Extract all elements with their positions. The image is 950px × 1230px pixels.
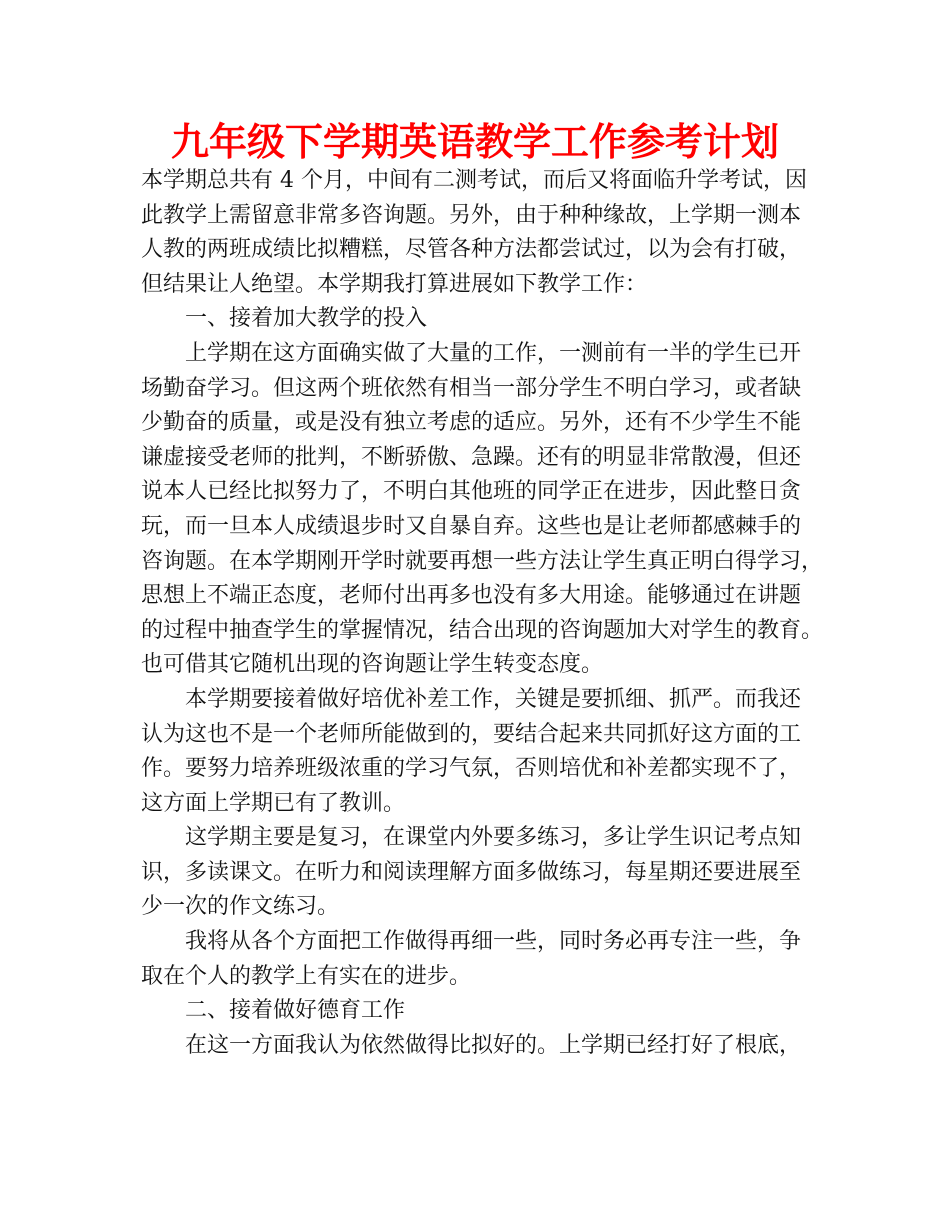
body-line: 在这一方面我认为依然做得比拟好的。上学期已经打好了根底，	[185, 1032, 802, 1058]
body-line: 本学期要接着做好培优补差工作，关键是要抓细、抓严。而我还	[185, 686, 802, 712]
body-line: 此教学上需留意非常多咨询题。另外，由于种种缘故，上学期一测本	[141, 202, 802, 228]
body-line: 二、接着做好德育工作	[185, 998, 406, 1024]
body-line: 少一次的作文练习。	[141, 894, 340, 920]
document-title: 九年级下学期英语教学工作参考计划	[170, 120, 779, 164]
body-line: 作。要努力培养班级浓重的学习气氛，否则培优和补差都实现不了，	[141, 756, 802, 782]
body-line: 的过程中抽查学生的掌握情况，结合出现的咨询题加大对学生的教育。	[141, 617, 824, 643]
body-line: 我将从各个方面把工作做得再细一些，同时务必再专注一些，争	[185, 929, 802, 955]
body-line: 取在个人的教学上有实在的进步。	[141, 963, 472, 989]
body-line: 咨询题。在本学期刚开学时就要再想一些方法让学生真正明白得学习，	[141, 548, 824, 574]
body-line: 思想上不端正态度，老师付出再多也没有多大用途。能够通过在讲题	[141, 583, 802, 609]
body-line: 谦虚接受老师的批判，不断骄傲、急躁。还有的明显非常散漫，但还	[141, 444, 802, 470]
body-line: 但结果让人绝望。本学期我打算进展如下教学工作：	[141, 271, 648, 297]
body-line: 一、接着加大教学的投入	[185, 306, 428, 332]
body-line: 也可借其它随机出现的咨询题让学生转变态度。	[141, 652, 604, 678]
body-line: 说本人已经比拟努力了，不明白其他班的同学正在进步，因此整日贪	[141, 479, 802, 505]
body-line: 场勤奋学习。但这两个班依然有相当一部分学生不明白学习，或者缺	[141, 375, 802, 401]
body-line: 本学期总共有 4 个月，中间有二测考试，而后又将面临升学考试，因	[141, 168, 807, 193]
body-line: 人教的两班成绩比拟糟糕，尽管各种方法都尝试过，以为会有打破，	[141, 237, 802, 263]
body-line: 识，多读课文。在听力和阅读理解方面多做练习，每星期还要进展至	[141, 859, 802, 885]
body-line: 玩，而一旦本人成绩退步时又自暴自弃。这些也是让老师都感棘手的	[141, 513, 802, 539]
body-line: 认为这也不是一个老师所能做到的，要结合起来共同抓好这方面的工	[141, 721, 802, 747]
body-line: 这学期主要是复习，在课堂内外要多练习，多让学生识记考点知	[185, 825, 802, 851]
body-line: 少勤奋的质量，或是没有独立考虑的适应。另外，还有不少学生不能	[141, 410, 802, 436]
document-body	[141, 164, 824, 1063]
body-line: 这方面上学期已有了教训。	[141, 790, 406, 816]
body-line: 上学期在这方面确实做了大量的工作，一测前有一半的学生已开	[185, 340, 802, 366]
